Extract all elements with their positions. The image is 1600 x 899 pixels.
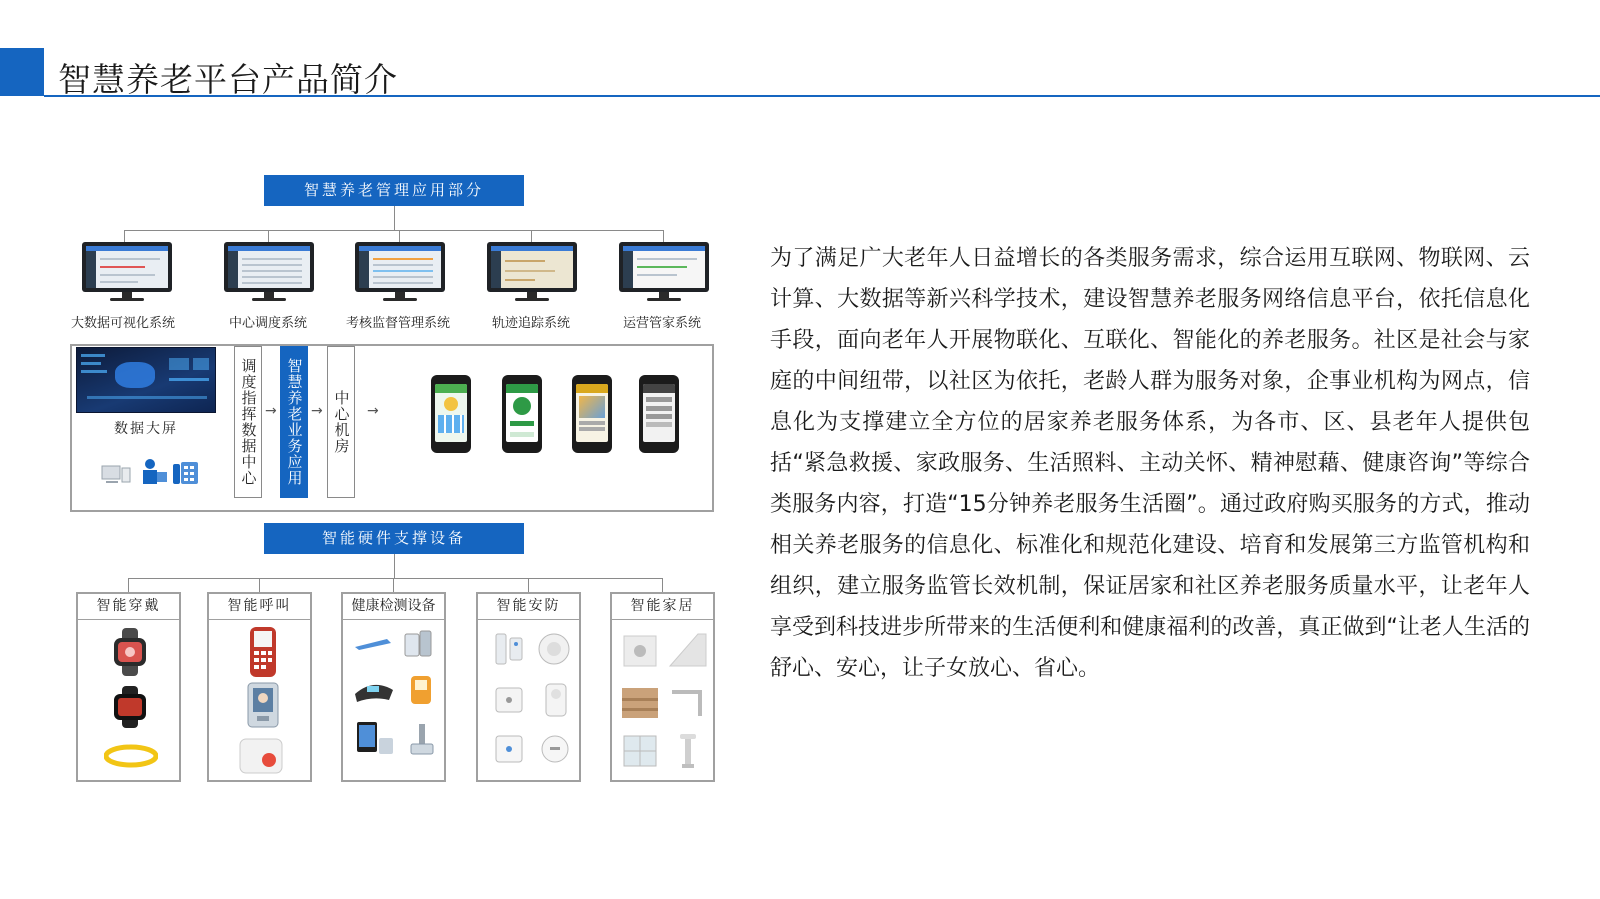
wood-panel-icon — [620, 686, 660, 724]
dispatch-center-label: 调度指挥数据中心 — [239, 358, 258, 486]
dispatch-center-column — [234, 346, 262, 498]
mobile-app-icon — [639, 375, 679, 453]
wall-switch-icon — [494, 734, 524, 768]
business-app-column — [280, 346, 308, 498]
connector-line — [124, 230, 664, 231]
monitor-icon — [487, 242, 577, 302]
thermometer-icon — [353, 636, 393, 655]
medical-device-icon — [407, 722, 437, 760]
device-group-security — [476, 592, 581, 782]
device-group-label: 智能穿戴 — [78, 594, 179, 620]
intro-paragraph: 为了满足广大老年人日益增长的各类服务需求，综合运用互联网、物联网、云计算、大数据等新兴科学技术，建设智慧养老服务网络信息平台，依托信息化手段，面向老年人开展物联化、互联化、智能化的养老服务。社区是社会与家庭的中间纽带，以社区为依托，老龄人群为服务对象，企事业机构为网点，信息化为支撑建立全方位的居家养老服务体系，为各市、区、县老年人提供包括“紧急救援、家政服务、生活照料、主动关怀、精神慰藉、健康咨询”等综合类服务内容，打造“15分钟养老服务生活圈”。通过政府购买服务的方式，推动相关养老服务的信息化、标准化和规范化建设、培育和发展第三方监管机构和组织，建立服务监管长效机制，保证居家和社区养老服务质量水平，让老年人享受到科技进步所带来的生活便利和健康福利的改善，真正做到“让老人生活的舒心、安心，让子女放心、省心。 — [770, 246, 1530, 681]
health-meter-icon — [403, 630, 433, 662]
connector-line — [393, 578, 394, 592]
tap-icon — [676, 730, 700, 774]
connector-line — [662, 578, 663, 592]
glucose-meter-icon — [409, 674, 433, 710]
smartwatch-icon — [108, 628, 152, 680]
monitor-icon — [82, 242, 172, 302]
curtain-icon — [668, 632, 708, 672]
door-sensor-icon — [492, 632, 526, 670]
connector-line — [268, 230, 269, 242]
device-group-label: 智能呼叫 — [209, 594, 310, 620]
device-group-call — [207, 592, 312, 782]
connector-line — [259, 578, 260, 592]
business-app-label: 智慧养老业务应用 — [285, 358, 304, 486]
operator-icon — [140, 458, 168, 490]
smoke-detector-icon — [536, 632, 572, 670]
senior-phone-icon — [249, 626, 277, 682]
gas-sensor-icon — [488, 686, 528, 718]
device-group-label: 智能家居 — [612, 594, 713, 620]
connector-line — [124, 230, 125, 242]
arrow-right-icon: → — [311, 403, 323, 419]
system-label-tracking: 轨迹追踪系统 — [491, 316, 570, 331]
connector-line — [531, 230, 532, 242]
device-group-label: 健康检测设备 — [343, 594, 444, 620]
management-banner: 智慧养老管理应用部分 — [264, 175, 524, 206]
connector-line — [394, 554, 395, 578]
wristband-icon — [104, 744, 158, 772]
device-group-health — [341, 592, 446, 782]
mobile-app-icon — [572, 375, 612, 453]
rail-icon — [670, 686, 706, 724]
smartwatch-icon — [108, 686, 152, 732]
connector-line — [128, 578, 663, 579]
system-label-bigdata: 大数据可视化系统 — [70, 316, 175, 331]
gateway-icon — [540, 734, 570, 768]
terminal-icons — [100, 458, 210, 486]
system-label-operations: 运营管家系统 — [622, 316, 701, 331]
mobile-app-icon — [502, 375, 542, 453]
connector-line — [394, 206, 395, 230]
device-group-label: 智能安防 — [478, 594, 579, 620]
system-label-assessment: 考核监督管理系统 — [345, 316, 450, 331]
monitor-icon — [224, 242, 314, 302]
pir-sensor-icon — [544, 682, 568, 722]
machine-room-column — [327, 346, 355, 498]
connector-line — [128, 578, 129, 592]
hardware-banner: 智能硬件支撑设备 — [264, 523, 524, 554]
big-screen-label: 数据大屏 — [114, 421, 178, 437]
call-terminal-icon — [247, 682, 279, 732]
mobile-app-icon — [431, 375, 471, 453]
device-group-home — [610, 592, 715, 782]
arrow-right-icon: → — [367, 403, 379, 419]
machine-room-label: 中心机房 — [332, 390, 351, 454]
monitor-icon — [355, 242, 445, 302]
arrow-right-icon: → — [265, 403, 277, 419]
connector-line — [399, 230, 400, 242]
touch-panel-icon — [622, 734, 658, 772]
smart-switch-icon — [622, 634, 658, 672]
device-group-wearable — [76, 592, 181, 782]
blood-pressure-icon — [353, 676, 395, 708]
emergency-button-icon — [239, 738, 283, 778]
monitor-icon — [619, 242, 709, 302]
desktop-icon — [100, 464, 132, 490]
phone-device-icon — [172, 460, 200, 490]
system-label-dispatch: 中心调度系统 — [228, 316, 307, 331]
architecture-diagram — [0, 0, 760, 899]
big-screen-image — [76, 347, 216, 413]
connector-line — [663, 230, 664, 242]
tablet-icon — [355, 722, 395, 760]
connector-line — [528, 578, 529, 592]
page-title: 智慧养老平台产品简介 — [58, 60, 398, 99]
